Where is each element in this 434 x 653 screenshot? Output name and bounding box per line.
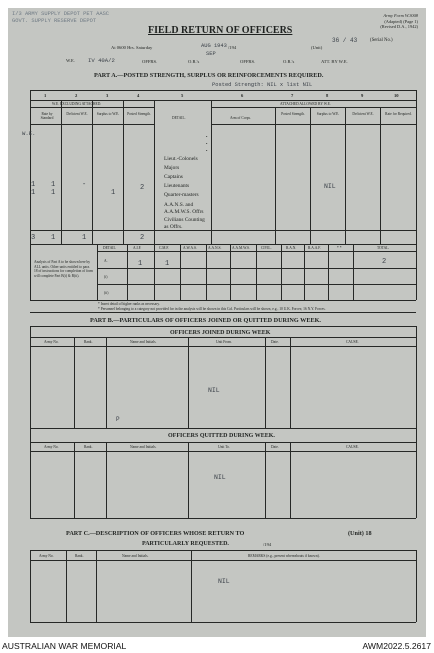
quitted-col-rule bbox=[30, 451, 416, 452]
col-number-2: 2 bbox=[75, 93, 78, 98]
analysis-header: DETAIL bbox=[103, 246, 116, 250]
col-numbers-rule bbox=[30, 100, 416, 101]
part-b-title-rule bbox=[30, 326, 416, 327]
detail-item: Quarter-masters bbox=[164, 192, 199, 198]
detail-item: A.A.N.S. and bbox=[164, 202, 194, 208]
part-c-bottom-rule bbox=[30, 622, 416, 623]
total-col2: 1 bbox=[51, 234, 56, 242]
army-form-revised: (Revised D.A., 1942) bbox=[380, 24, 418, 30]
detail-item: Lieutenants bbox=[164, 183, 190, 189]
year-label: /194 bbox=[228, 45, 237, 50]
detail-bullet: • bbox=[206, 134, 208, 139]
we-value: IV 40A/2 bbox=[88, 57, 115, 64]
detail-item: Civilians Counting bbox=[164, 217, 205, 223]
grid-line bbox=[416, 326, 417, 428]
form-title: FIELD RETURN OF OFFICERS bbox=[148, 25, 293, 36]
grid-line bbox=[188, 337, 189, 428]
date-stamp: AUG 1943 bbox=[201, 43, 227, 49]
total-col1: 3 bbox=[31, 234, 36, 242]
joined-nil: NIL bbox=[208, 387, 220, 394]
form-paper bbox=[8, 8, 426, 637]
quitted-header-rule bbox=[30, 442, 416, 443]
grid-line bbox=[92, 100, 93, 244]
a-row1-col4: 2 bbox=[140, 184, 145, 192]
unit-stamp-line-2: GOVT. SUPPLY RESERVE DEPOT bbox=[12, 18, 97, 24]
part-b-bottom-rule bbox=[30, 518, 416, 519]
analysis-row-label: (i) bbox=[104, 275, 108, 279]
joined-header-rule bbox=[30, 337, 416, 338]
joined-col-header: CAUSE. bbox=[346, 340, 359, 344]
col-label-3: Surplus to W.E. bbox=[96, 112, 120, 116]
part-c-date: /194 bbox=[263, 542, 272, 547]
detail-item: A.A.M.W.S. Offrs bbox=[164, 209, 204, 215]
grid-line bbox=[123, 100, 124, 244]
joined-col-header: Unit From. bbox=[216, 340, 232, 344]
army-form-number: Army Form W.3008 bbox=[383, 13, 418, 18]
analysis-header-rule bbox=[97, 251, 416, 252]
detail-item: as Offrs. bbox=[164, 224, 183, 230]
totals-row-rule bbox=[30, 244, 416, 245]
a-row2-col3: 1 bbox=[111, 189, 116, 197]
quitted-col-header: Unit To. bbox=[218, 445, 230, 449]
col-number-8: 8 bbox=[326, 93, 329, 98]
grid-line bbox=[30, 326, 31, 428]
grid-line bbox=[127, 244, 128, 300]
grid-line bbox=[74, 442, 75, 518]
detail-item: Majors bbox=[164, 165, 180, 171]
grid-line bbox=[265, 337, 266, 428]
part-c-col-header: Rank. bbox=[75, 554, 84, 558]
analysis-header: C.M.F. bbox=[159, 246, 169, 250]
detail-item: Captains bbox=[164, 174, 183, 180]
analysis-total-value: 2 bbox=[382, 258, 387, 266]
footnote-2: * Personnel belonging to a category not provided for in the analysis will be shown in this Col. Particulars will be shown, e.g., 10 U.K. Forces; 16 N.Y. Forces. bbox=[98, 307, 326, 311]
unit-label: (Unit) bbox=[311, 45, 323, 50]
col-label-5: DETAIL. bbox=[172, 116, 186, 120]
grid-line bbox=[328, 244, 329, 300]
grid-line bbox=[188, 442, 189, 518]
analysis-row-rule bbox=[97, 284, 416, 285]
total-col3: 1 bbox=[82, 234, 87, 242]
grid-line bbox=[96, 550, 97, 622]
grid-line bbox=[106, 442, 107, 518]
army-form-ref bbox=[354, 13, 418, 30]
analysis-header: TOTAL. bbox=[377, 246, 390, 250]
quitted-title: OFFICERS QUITTED DURING WEEK. bbox=[168, 433, 275, 439]
footnote-1: * Insert detail of higher ranks as necessary. bbox=[98, 302, 160, 306]
detail-bullet: • bbox=[206, 148, 208, 153]
grid-line bbox=[256, 244, 257, 300]
col-label-rule-right bbox=[211, 124, 416, 125]
a-row1-col1: 1 bbox=[31, 181, 36, 189]
or-label: O.R.'s bbox=[188, 59, 200, 64]
grid-line bbox=[74, 337, 75, 428]
part-b-title: PART B.—PARTICULARS OF OFFICERS JOINED OR QUITTED DURING WEEK. bbox=[90, 317, 321, 324]
posted-strength-note: Posted Strength: NIL x list NIL bbox=[212, 82, 313, 88]
footer-archive-name: AUSTRALIAN WAR MEMORIAL bbox=[2, 641, 127, 651]
grid-line bbox=[304, 244, 305, 300]
col-label-1: Rate by Standard bbox=[40, 112, 54, 121]
grid-line bbox=[416, 428, 417, 518]
grid-line bbox=[290, 442, 291, 518]
grid-line bbox=[230, 244, 231, 300]
quitted-top-rule bbox=[30, 428, 416, 429]
analysis-header: R.A.N. bbox=[286, 246, 297, 250]
analysis-header: A.I.F. bbox=[133, 246, 142, 250]
unit-stamp bbox=[12, 11, 109, 25]
joined-col-rule bbox=[30, 346, 416, 347]
we-excl-header: W.E. EXCLUDING ATTACHED. bbox=[52, 102, 102, 106]
analysis-header: A.A.N.S. bbox=[208, 246, 222, 250]
part-c-nil: NIL bbox=[218, 578, 230, 585]
col-number-7: 7 bbox=[291, 93, 294, 98]
grid-line bbox=[191, 550, 192, 622]
grid-line bbox=[380, 107, 381, 244]
joined-col-header: Date. bbox=[271, 340, 279, 344]
joined-mark: P bbox=[116, 416, 120, 423]
grid-line bbox=[66, 550, 67, 622]
joined-col-header: Army No. bbox=[44, 340, 59, 344]
analysis-row-label: A. bbox=[104, 259, 108, 263]
attached-rule bbox=[211, 107, 416, 108]
grid-line bbox=[281, 244, 282, 300]
grid-line bbox=[275, 107, 276, 244]
part-c-col-header: REMARKS (e.g., present whereabouts if known). bbox=[248, 554, 320, 558]
analysis-bottom-rule bbox=[30, 300, 416, 301]
analysis-header: A.W.A.S. bbox=[183, 246, 197, 250]
part-a-top-rule bbox=[30, 90, 416, 91]
grid-line bbox=[106, 337, 107, 428]
a-row1-col2: 1 bbox=[51, 181, 56, 189]
at-label: At 0600 Hrs. Saturday bbox=[111, 45, 153, 50]
quitted-col-header: CAUSE. bbox=[346, 445, 359, 449]
col-number-5: 5 bbox=[181, 93, 184, 98]
col-number-3: 3 bbox=[106, 93, 109, 98]
or2-label: O.R.'s bbox=[283, 59, 295, 64]
joined-col-header: Name and Initials. bbox=[130, 340, 157, 344]
grid-line bbox=[345, 107, 346, 244]
total-col4: 2 bbox=[140, 234, 145, 242]
grid-line bbox=[416, 550, 417, 622]
analysis-cmf-value: 1 bbox=[165, 260, 170, 268]
col-number-10: 10 bbox=[394, 93, 399, 98]
quitted-col-header: Name and Initials. bbox=[130, 445, 157, 449]
grid-line bbox=[30, 550, 31, 622]
part-c-col-rule bbox=[30, 560, 416, 561]
grid-line bbox=[416, 90, 417, 300]
quitted-col-header: Rank. bbox=[84, 445, 93, 449]
detail-bullet: • bbox=[206, 141, 208, 146]
army-form-adapted: (Adapted) (Page 1) bbox=[384, 18, 418, 24]
quitted-col-header: Army No. bbox=[44, 445, 59, 449]
nil-attached: NIL bbox=[324, 183, 336, 190]
offrs-label: OFFRS. bbox=[142, 59, 158, 64]
unit-stamp-line-1: I/3 ARMY SUPPLY DEPOT PET AASC bbox=[12, 11, 110, 17]
archive-footer bbox=[0, 640, 434, 653]
grid-line bbox=[265, 442, 266, 518]
grid-line bbox=[206, 244, 207, 300]
grid-line bbox=[353, 244, 354, 300]
joined-title: OFFICERS JOINED DURING WEEK bbox=[170, 330, 271, 336]
analysis-aif-value: 1 bbox=[138, 260, 143, 268]
attached-header: ATTACHED ALLOWED BY W.E. bbox=[280, 102, 331, 106]
a-row2-col1: 1 bbox=[31, 189, 36, 197]
detail-item: Lieut.-Colonels bbox=[164, 156, 198, 162]
quitted-nil: NIL bbox=[214, 474, 226, 481]
serial-number-value: 36 / 43 bbox=[332, 37, 358, 44]
grid-line bbox=[310, 107, 311, 244]
col-label-4: Posted Strength. bbox=[127, 112, 151, 116]
col-number-1: 1 bbox=[44, 93, 47, 98]
col-number-4: 4 bbox=[137, 93, 140, 98]
col-label-6: Arm of Corps. bbox=[230, 116, 251, 120]
grid-line bbox=[61, 100, 62, 244]
grid-line bbox=[290, 337, 291, 428]
we-marker: W.E. bbox=[22, 130, 36, 137]
grid-line bbox=[97, 244, 98, 300]
part-b-top-rule bbox=[30, 312, 416, 313]
col-label-10: Rate for Required. bbox=[385, 112, 412, 116]
grid-line bbox=[180, 244, 181, 300]
grid-line bbox=[154, 244, 155, 300]
part-c-unit: (Unit) 18 bbox=[348, 530, 372, 537]
col-label-9: Deficient W.E. bbox=[352, 112, 374, 116]
offrs2-label: OFFRS. bbox=[240, 59, 256, 64]
part-c-header-rule bbox=[30, 550, 416, 551]
col-label-7: Posted Strength. bbox=[281, 112, 305, 116]
analysis-header: A.A.M.W.S. bbox=[232, 246, 250, 250]
grid-line bbox=[211, 100, 212, 244]
analysis-row-rule bbox=[97, 268, 416, 269]
analysis-note: Analysis of Part A to be shown here by ALL units. Other units entitled to para. 18 of instructions for completion of form will complete Part B(i) & B(ii). bbox=[34, 260, 94, 278]
analysis-header: R.A.A.F. bbox=[308, 246, 321, 250]
analysis-header: CIVIL. bbox=[261, 246, 272, 250]
part-c-col-header: Name and Initials. bbox=[122, 554, 149, 558]
grid-line bbox=[154, 100, 155, 244]
we-label: W.E. bbox=[66, 58, 76, 63]
part-a-title: PART A.—POSTED STRENGTH, SURPLUS OR REINFORCEMENTS REQUIRED. bbox=[94, 72, 324, 79]
a-body-bottom-rule bbox=[30, 230, 416, 231]
att-by-we-label: ATT. BY W.E. bbox=[321, 59, 348, 64]
col-label-2: Deficient W.E. bbox=[66, 112, 88, 116]
a-row2-col2: 1 bbox=[51, 189, 56, 197]
part-c-col-header: Army No. bbox=[39, 554, 54, 558]
analysis-header: * * bbox=[337, 246, 342, 250]
serial-number-label: (Serial No.) bbox=[370, 38, 393, 43]
col-label-8: Surplus to W.E. bbox=[316, 112, 340, 116]
a-row1-col3: - bbox=[82, 181, 87, 189]
analysis-row-label: (ii) bbox=[104, 291, 109, 295]
part-c-title-2: PARTICULARLY REQUESTED. bbox=[142, 541, 229, 547]
joined-col-header: Rank. bbox=[84, 340, 93, 344]
quitted-col-header: Date. bbox=[271, 445, 279, 449]
grid-line bbox=[30, 428, 31, 518]
col-number-6: 6 bbox=[241, 93, 244, 98]
part-c-title: PART C.—DESCRIPTION OF OFFICERS WHOSE RETURN TO bbox=[66, 530, 245, 537]
col-number-9: 9 bbox=[361, 93, 364, 98]
sep-stamp: SEP bbox=[206, 51, 216, 57]
footer-item-id: AWM2022.5.2617 bbox=[362, 641, 431, 651]
